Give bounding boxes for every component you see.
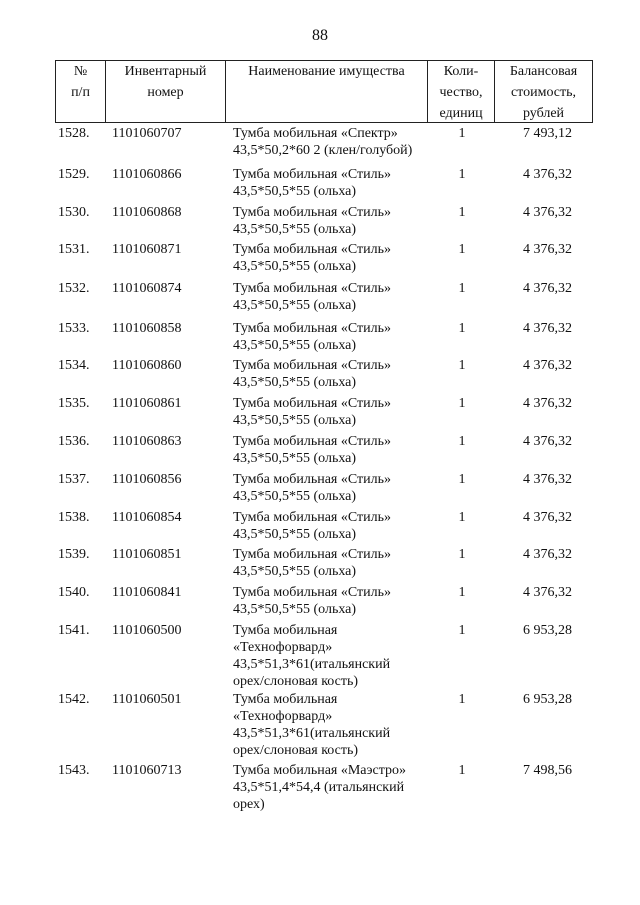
item-name xyxy=(233,320,433,354)
quantity: 1 xyxy=(458,281,466,296)
inventory-number: 1101060858 xyxy=(112,321,182,336)
quantity: 1 xyxy=(458,321,466,336)
header-number-line-1: № xyxy=(73,64,88,79)
item-name-line: 43,5*50,2*60 2 (клен/голубой) xyxy=(233,143,413,158)
item-name-line: Тумба мобильная «Стиль» xyxy=(233,321,391,336)
header-inventory-line-2: номер xyxy=(147,85,184,100)
header-name-line-1: Наименование имущества xyxy=(248,64,405,79)
balance-cost: 7 498,56 xyxy=(523,763,572,778)
quantity: 1 xyxy=(458,692,466,707)
item-name xyxy=(233,241,433,275)
item-name-line: 43,5*50,5*55 (ольха) xyxy=(233,451,357,466)
row-number: 1535. xyxy=(58,396,90,411)
header-number-line-2: п/п xyxy=(71,85,90,100)
item-name xyxy=(233,762,433,813)
item-name-line: 43,5*50,5*55 (ольха) xyxy=(233,489,357,504)
row-number: 1536. xyxy=(58,434,90,449)
balance-cost: 4 376,32 xyxy=(523,205,572,220)
row-number: 1533. xyxy=(58,321,90,336)
balance-cost: 4 376,32 xyxy=(523,434,572,449)
item-name-line: Тумба мобильная «Стиль» xyxy=(233,434,391,449)
header-cell-inventory xyxy=(105,60,226,123)
row-number: 1537. xyxy=(58,472,90,487)
row-number: 1543. xyxy=(58,763,90,778)
header-inventory-line-1: Инвентарный xyxy=(124,64,207,79)
item-name-line: 43,5*50,5*55 (ольха) xyxy=(233,184,357,199)
item-name-line: 43,5*50,5*55 (ольха) xyxy=(233,413,357,428)
row-number: 1541. xyxy=(58,623,90,638)
inventory-number: 1101060500 xyxy=(112,623,182,638)
header-cell-quantity xyxy=(427,60,495,123)
header-cell-name xyxy=(225,60,428,123)
balance-cost: 4 376,32 xyxy=(523,281,572,296)
item-name-line: Тумба мобильная «Спектр» xyxy=(233,126,398,141)
item-name xyxy=(233,584,433,618)
header-cell-number xyxy=(55,60,106,123)
item-name xyxy=(233,125,433,159)
balance-cost: 4 376,32 xyxy=(523,358,572,373)
inventory-number: 1101060863 xyxy=(112,434,182,449)
quantity: 1 xyxy=(458,623,466,638)
item-name xyxy=(233,622,433,690)
inventory-number: 1101060866 xyxy=(112,167,182,182)
quantity: 1 xyxy=(458,472,466,487)
quantity: 1 xyxy=(458,242,466,257)
row-number: 1532. xyxy=(58,281,90,296)
item-name-line: орех/слоновая кость) xyxy=(233,743,359,758)
row-number: 1540. xyxy=(58,585,90,600)
inventory-number: 1101060871 xyxy=(112,242,182,257)
balance-cost: 6 953,28 xyxy=(523,692,572,707)
balance-cost: 4 376,32 xyxy=(523,585,572,600)
item-name-line: 43,5*50,5*55 (ольха) xyxy=(233,298,357,313)
item-name xyxy=(233,280,433,314)
item-name-line: Тумба мобильная «Стиль» xyxy=(233,510,391,525)
item-name-line: 43,5*50,5*55 (ольха) xyxy=(233,259,357,274)
item-name-line: Тумба мобильная «Стиль» xyxy=(233,242,391,257)
item-name-line: Тумба мобильная «Стиль» xyxy=(233,547,391,562)
item-name xyxy=(233,395,433,429)
quantity: 1 xyxy=(458,763,466,778)
item-name-line: 43,5*50,5*55 (ольха) xyxy=(233,527,357,542)
header-quantity-line-1: Коли- xyxy=(443,64,479,79)
quantity: 1 xyxy=(458,358,466,373)
item-name xyxy=(233,691,433,759)
item-name xyxy=(233,509,433,543)
quantity: 1 xyxy=(458,547,466,562)
item-name-line: «Технофорвард» xyxy=(233,709,333,724)
inventory-number: 1101060841 xyxy=(112,585,182,600)
balance-cost: 4 376,32 xyxy=(523,321,572,336)
item-name-line: 43,5*50,5*55 (ольха) xyxy=(233,375,357,390)
quantity: 1 xyxy=(458,510,466,525)
balance-cost: 4 376,32 xyxy=(523,472,572,487)
quantity: 1 xyxy=(458,434,466,449)
balance-cost: 4 376,32 xyxy=(523,396,572,411)
inventory-number: 1101060713 xyxy=(112,763,182,778)
row-number: 1529. xyxy=(58,167,90,182)
item-name xyxy=(233,204,433,238)
inventory-number: 1101060501 xyxy=(112,692,182,707)
inventory-number: 1101060874 xyxy=(112,281,182,296)
quantity: 1 xyxy=(458,126,466,141)
item-name xyxy=(233,471,433,505)
balance-cost: 4 376,32 xyxy=(523,242,572,257)
item-name-line: Тумба мобильная «Стиль» xyxy=(233,472,391,487)
quantity: 1 xyxy=(458,585,466,600)
item-name-line: 43,5*51,3*61(итальянский xyxy=(233,726,391,741)
row-number: 1531. xyxy=(58,242,90,257)
row-number: 1542. xyxy=(58,692,90,707)
item-name-line: Тумба мобильная xyxy=(233,692,338,707)
item-name xyxy=(233,166,433,200)
item-name-line: Тумба мобильная «Маэстро» xyxy=(233,763,407,778)
balance-cost: 4 376,32 xyxy=(523,167,572,182)
inventory-number: 1101060861 xyxy=(112,396,182,411)
header-cost-line-1: Балансовая xyxy=(509,64,578,79)
quantity: 1 xyxy=(458,396,466,411)
row-number: 1530. xyxy=(58,205,90,220)
inventory-number: 1101060854 xyxy=(112,510,182,525)
header-quantity-line-2: чество, xyxy=(439,85,483,100)
page-number: 88 xyxy=(312,27,328,44)
quantity: 1 xyxy=(458,167,466,182)
inventory-number: 1101060851 xyxy=(112,547,182,562)
item-name-line: Тумба мобильная «Стиль» xyxy=(233,167,391,182)
inventory-number: 1101060856 xyxy=(112,472,182,487)
item-name xyxy=(233,433,433,467)
header-quantity-line-3: единиц xyxy=(439,106,483,121)
item-name-line: Тумба мобильная «Стиль» xyxy=(233,396,391,411)
inventory-number: 1101060868 xyxy=(112,205,182,220)
header-cost-line-2: стоимость, xyxy=(510,85,577,100)
item-name-line: «Технофорвард» xyxy=(233,640,333,655)
item-name xyxy=(233,546,433,580)
balance-cost: 4 376,32 xyxy=(523,510,572,525)
item-name-line: Тумба мобильная «Стиль» xyxy=(233,585,391,600)
item-name-line: Тумба мобильная «Стиль» xyxy=(233,281,391,296)
item-name xyxy=(233,357,433,391)
header-cost-line-3: рублей xyxy=(522,106,565,121)
item-name-line: 43,5*50,5*55 (ольха) xyxy=(233,564,357,579)
row-number: 1539. xyxy=(58,547,90,562)
inventory-number: 1101060860 xyxy=(112,358,182,373)
row-number: 1534. xyxy=(58,358,90,373)
header-cell-cost xyxy=(494,60,593,123)
item-name-line: 43,5*51,3*61(итальянский xyxy=(233,657,391,672)
row-number: 1528. xyxy=(58,126,90,141)
balance-cost: 7 493,12 xyxy=(523,126,572,141)
item-name-line: 43,5*50,5*55 (ольха) xyxy=(233,222,357,237)
item-name-line: Тумба мобильная «Стиль» xyxy=(233,358,391,373)
item-name-line: 43,5*51,4*54,4 (итальянский xyxy=(233,780,405,795)
inventory-number: 1101060707 xyxy=(112,126,182,141)
row-number: 1538. xyxy=(58,510,90,525)
balance-cost: 4 376,32 xyxy=(523,547,572,562)
balance-cost: 6 953,28 xyxy=(523,623,572,638)
quantity: 1 xyxy=(458,205,466,220)
item-name-line: Тумба мобильная «Стиль» xyxy=(233,205,391,220)
item-name-line: орех/слоновая кость) xyxy=(233,674,359,689)
item-name-line: 43,5*50,5*55 (ольха) xyxy=(233,338,357,353)
item-name-line: 43,5*50,5*55 (ольха) xyxy=(233,602,357,617)
item-name-line: орех) xyxy=(233,797,265,812)
item-name-line: Тумба мобильная xyxy=(233,623,338,638)
